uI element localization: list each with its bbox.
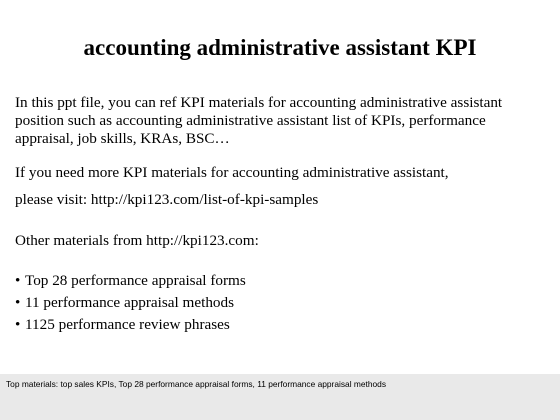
slide-title: accounting administrative assistant KPI: [83, 35, 477, 60]
list-item-label: 1125 performance review phrases: [25, 316, 230, 333]
footer-bar: [0, 374, 560, 420]
list-item-label: 11 performance appraisal methods: [25, 294, 235, 311]
list-item: [15, 294, 246, 316]
bullet-icon: •: [15, 316, 21, 333]
bullet-icon: •: [15, 272, 21, 289]
intro-line-1: In this ppt file, you can ref KPI materials for accounting administrative assistant: [15, 94, 503, 111]
list-item: [15, 316, 246, 338]
intro-line-2: position such as accounting administrative assistant list of KPIs, performance: [15, 112, 486, 129]
bullet-icon: •: [15, 294, 21, 311]
list-item-label: Top 28 performance appraisal forms: [25, 272, 246, 289]
list-item: [15, 272, 246, 294]
other-materials-text: Other materials from http://kpi123.com:: [15, 232, 259, 249]
visit-link-text: please visit: http://kpi123.com/list-of-kpi-samples: [15, 191, 319, 208]
intro-line-3: appraisal, job skills, KRAs, BSC…: [15, 130, 230, 147]
materials-list: [15, 272, 246, 338]
more-materials-text: If you need more KPI materials for accounting administrative assistant,: [15, 164, 449, 181]
footer-text: Top materials: top sales KPIs, Top 28 performance appraisal forms, 11 performance appraisal methods: [6, 379, 387, 389]
